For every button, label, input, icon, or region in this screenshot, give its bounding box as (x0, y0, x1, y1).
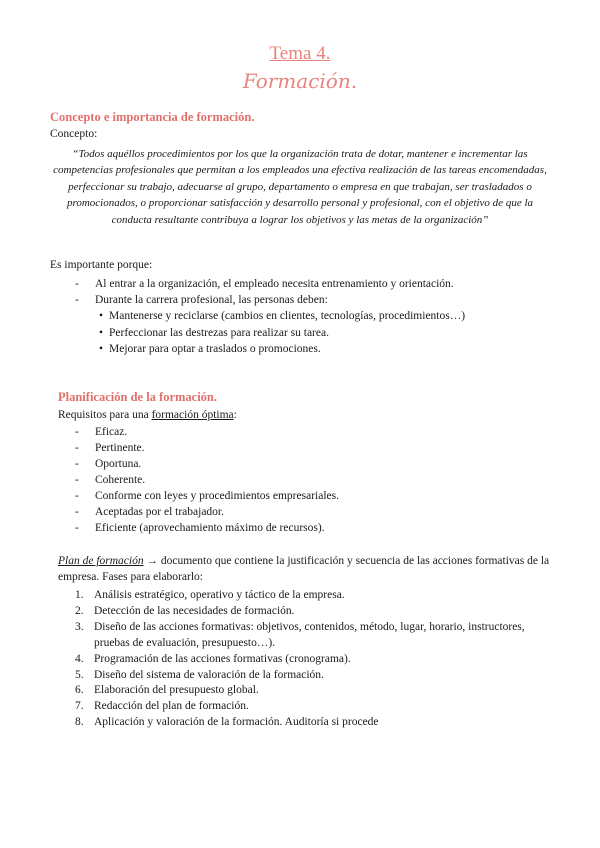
phase-number: 5. (75, 668, 84, 681)
importance-label: Es importante porque: (50, 259, 153, 271)
list-item (75, 604, 555, 620)
list-item (75, 620, 555, 652)
phase-text: Programación de las acciones formativas (cronograma). (94, 652, 351, 665)
formacion-optima-term: formación óptima (151, 409, 234, 421)
list-item: - Pertinente. (75, 440, 555, 456)
phase-number: 2. (75, 604, 84, 617)
phase-number: 8. (75, 716, 84, 729)
requirements-intro (58, 407, 237, 423)
list-item (75, 699, 555, 715)
phase-number: 6. (75, 684, 84, 697)
list-item: - Al entrar a la organización, el empleado necesita entrenamiento y orientación. (75, 276, 555, 292)
list-item: - Oportuna. (75, 456, 555, 472)
phase-text: Diseño del sistema de valoración de la formación. (94, 668, 324, 681)
list-item (75, 668, 555, 684)
phase-text: Diseño de las acciones formativas: objetivos, contenidos, método, lugar, horario, instructores, pruebas de evaluación, presupuesto…). (94, 620, 525, 649)
requirements-prefix: Requisitos para una (58, 409, 152, 421)
list-item (75, 715, 555, 731)
phase-number: 4. (75, 652, 84, 665)
list-item: - Durante la carrera profesional, las personas deben: (75, 292, 555, 308)
phase-number: 1. (75, 589, 84, 601)
sub-reasons-list (99, 308, 559, 358)
phase-text: Elaboración del presupuesto global. (94, 684, 259, 697)
concept-label: Concepto: (50, 128, 98, 140)
list-item: - Eficiente (aprovechamiento máximo de recursos). (75, 520, 555, 536)
plan-definition (58, 553, 553, 585)
phases-list (75, 588, 555, 731)
phase-text: Análisis estratégico, operativo y táctico de la empresa. (94, 589, 345, 601)
list-item (75, 588, 555, 604)
reasons-list (75, 276, 555, 308)
page-subtitle: Formación. (242, 69, 358, 93)
phase-text: Aplicación y valoración de la formación. Auditoría si procede (94, 716, 379, 729)
list-item: - Coherente. (75, 472, 555, 488)
phase-text: Redacción del plan de formación. (94, 700, 249, 713)
list-item (75, 652, 555, 668)
list-item: - Eficaz. (75, 424, 555, 440)
plan-def-text: → documento que contiene la justificación y secuencia de las acciones formativas de la empresa. Fases para elaborarlo: (58, 555, 550, 583)
section-heading-concepto: Concepto e importancia de formación. (50, 110, 255, 124)
requirements-list (75, 424, 555, 536)
requirements-suffix: : (233, 409, 237, 421)
page-title: Tema 4. (269, 43, 331, 64)
list-item: • Perfeccionar las destrezas para realizar su tarea. (99, 325, 559, 342)
plan-term: Plan de formación (58, 555, 144, 567)
list-item: - Aceptadas por el trabajador. (75, 504, 555, 520)
title-block (0, 42, 600, 94)
concept-quote: “Todos aquéllos procedimientos por los que la organización trata de dotar, mantener e incrementar las competencias profesionales que permitan a los empleados una efectiva realización de las tareas encomendadas, perfeccionar su trabajo, adecuarse al grupo, departamento o empresa en que trabajan, ser trasladados o promocionados, o proporcionar satisfacción y desarrollo personal y profesional, con el objetivo de que la conducta resultante contribuya a lograr los objetivos y las metas de la organización” (53, 148, 547, 226)
phase-number: 3. (75, 620, 84, 633)
list-item: - Conforme con leyes y procedimientos empresariales. (75, 488, 555, 504)
list-item (75, 683, 555, 699)
list-item: • Mantenerse y reciclarse (cambios en clientes, tecnologías, procedimientos…) (99, 308, 559, 325)
phase-number: 7. (75, 700, 84, 713)
phase-text: Detección de las necesidades de formación. (94, 604, 295, 617)
list-item: • Mejorar para optar a traslados o promociones. (99, 341, 559, 358)
section-heading-planificacion: Planificación de la formación. (58, 390, 218, 404)
